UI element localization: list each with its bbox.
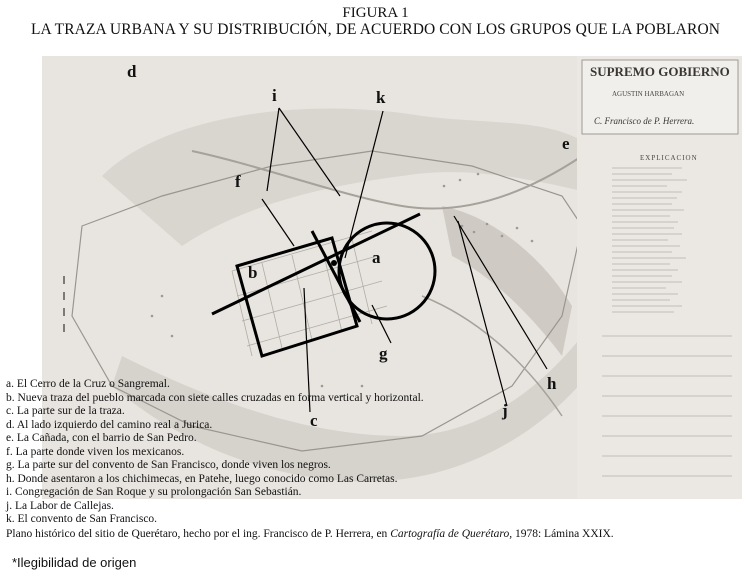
legend-item-h: h. Donde asentaron a los chichimecas, en Patehe, luego conocido como Las Carretas. (6, 472, 398, 485)
source-plate: 1978: Lámina XXIX. (512, 528, 614, 540)
marker-j: j (502, 401, 508, 420)
cartouche-line1: SUPREMO GOBIERNO (590, 64, 730, 79)
legend-item-d: d. Al lado izquierdo del camino real a Jurica. (6, 418, 213, 431)
map-legend (6, 378, 424, 527)
marker-k: k (376, 88, 386, 107)
legend-item-b: b. Nueva traza del pueblo marcada con siete calles cruzadas en forma vertical y horizontal. (6, 391, 424, 404)
source-caption (6, 528, 614, 540)
legend-item-k: k. El convento de San Francisco. (6, 513, 158, 525)
marker-c: c (310, 411, 318, 430)
legend-item-e: e. La Cañada, con el barrio de San Pedro. (6, 432, 197, 444)
cartouche-line3: C. Francisco de P. Herrera. (594, 116, 695, 126)
figure-label: FIGURA 1 (342, 5, 409, 21)
marker-i: i (272, 86, 277, 105)
source-book-title: Cartografía de Querétaro, (390, 528, 513, 540)
explicacion-heading: EXPLICACION (640, 154, 698, 162)
legend-item-j: j. La Labor de Callejas. (6, 499, 114, 512)
cartouche-line2: AGUSTIN HARBAGAN (612, 90, 685, 98)
legend-item-c: c. La parte sur de la traza. (6, 405, 125, 417)
marker-b: b (248, 263, 258, 282)
legend-item-f: f. La parte donde viven los mexicanos. (6, 445, 185, 458)
legend-item-a: a. El Cerro de la Cruz o Sangremal. (6, 378, 170, 390)
marker-f: f (235, 172, 241, 191)
marker-a: a (372, 248, 381, 267)
marker-d: d (127, 62, 137, 81)
marker-g: g (379, 344, 388, 363)
legend-item-i: i. Congregación de San Roque y su prolongación San Sebastián. (6, 486, 302, 498)
marker-h: h (547, 374, 557, 393)
legend-item-g: g. La parte sur del convento de San Francisco, donde viven los negros. (6, 459, 331, 471)
marker-e: e (562, 134, 570, 153)
figure-title: LA TRAZA URBANA Y SU DISTRIBUCIÓN, DE ACUERDO CON LOS GRUPOS QUE LA POBLARON (30, 21, 721, 38)
legibility-note: *Ilegibilidad de origen (12, 555, 137, 570)
source-text: Plano histórico del sitio de Querétaro, hecho por el ing. Francisco de P. Herrera, en (6, 528, 391, 540)
